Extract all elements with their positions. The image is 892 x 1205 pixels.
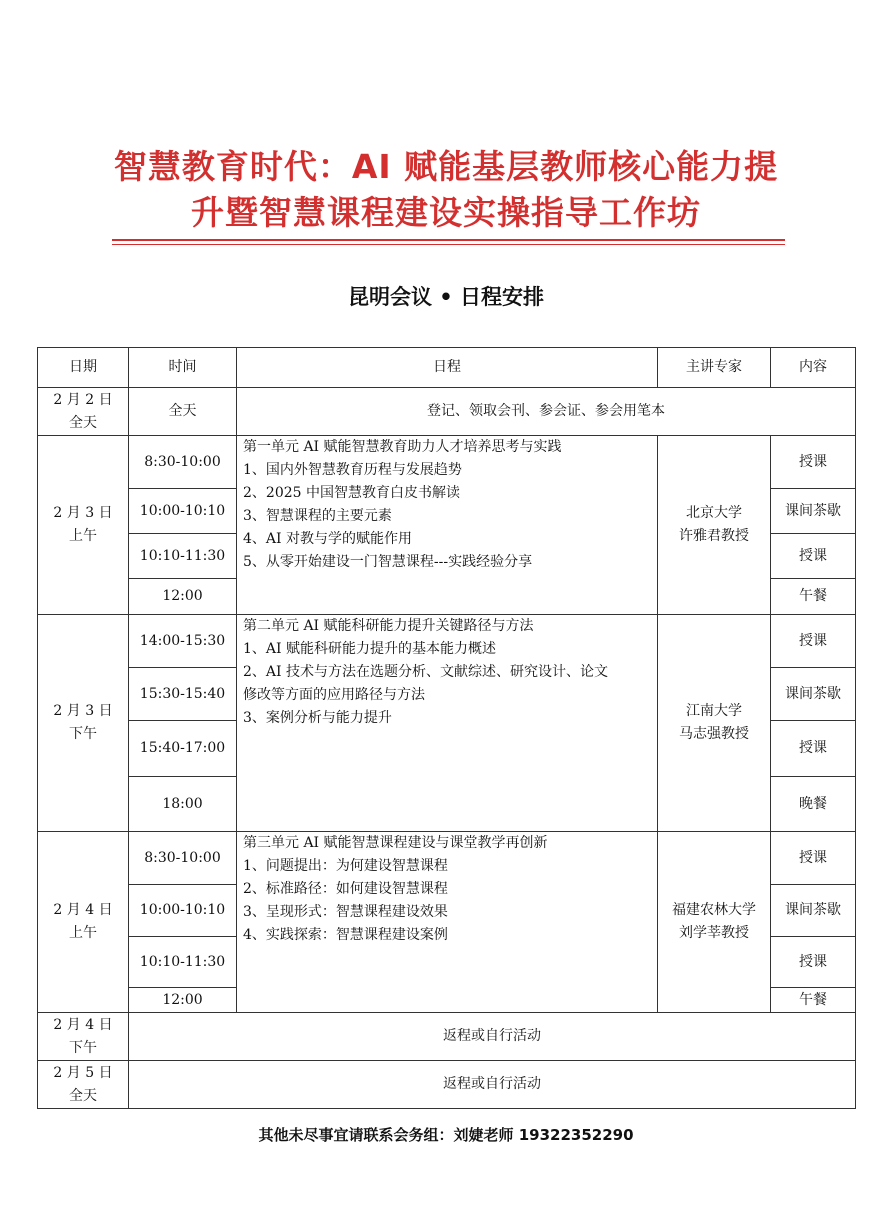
row4-topic-1: 1、问题提出：为何建设智慧课程 (243, 858, 448, 874)
subtitle: 昆明会议 • 日程安排 (347, 285, 545, 309)
row3-content-1: 授课 (770, 614, 856, 668)
row1-time: 全天 (128, 387, 237, 436)
row2-topic-2: 2、2025 中国智慧教育白皮书解读 (243, 485, 460, 501)
row4-time-3: 10:10-11:30 (128, 936, 237, 988)
row3-date (37, 614, 129, 832)
row4-date-period: 上午 (69, 925, 97, 941)
row4-topic-3: 3、呈现形式：智慧课程建设效果 (243, 904, 448, 920)
row5-date (37, 1012, 129, 1061)
row4-expert (657, 831, 771, 1013)
header-time: 时间 (128, 347, 237, 388)
row3-expert-name: 马志强教授 (679, 726, 749, 742)
row6-date-period: 全天 (69, 1087, 97, 1104)
contact-footer: 其他未尽事宜请联系会务组：刘婕老师 19322352290 (258, 1126, 634, 1144)
row4-topic-2: 2、标准路径：如何建设智慧课程 (243, 881, 448, 897)
row6-date-day: 2 月 5 日 (53, 1064, 113, 1081)
row2-expert-name: 许雅君教授 (679, 528, 749, 544)
row3-date-day: 2 月 3 日 (53, 703, 113, 719)
row4-content-2: 课间茶歇 (770, 884, 856, 937)
row4-unit-title: 第三单元 AI 赋能智慧课程建设与课堂教学再创新 (243, 835, 548, 851)
row3-expert (657, 614, 771, 832)
header-expert: 主讲专家 (657, 347, 771, 388)
title-line-2: 升暨智慧课程建设实操指导工作坊 (191, 193, 701, 232)
row4-time-1: 8:30-10:00 (128, 831, 237, 885)
row4-expert-affiliation: 福建农林大学 (672, 902, 756, 918)
row2-time-3: 10:10-11:30 (128, 533, 237, 579)
row4-schedule (236, 831, 658, 1013)
row2-topic-4: 4、AI 对教与学的赋能作用 (243, 531, 412, 547)
row4-topic-4: 4、实践探索：智慧课程建设案例 (243, 927, 448, 943)
row2-time-2: 10:00-10:10 (128, 488, 237, 534)
row2-date-day: 2 月 3 日 (53, 505, 113, 521)
row4-content-4: 午餐 (770, 987, 856, 1013)
row2-time-1: 8:30-10:00 (128, 435, 237, 489)
row2-schedule (236, 435, 658, 615)
row3-topic-3: 3、案例分析与能力提升 (243, 710, 392, 726)
row3-date-period: 下午 (69, 726, 97, 742)
header-date: 日期 (37, 347, 129, 388)
header-content: 内容 (770, 347, 856, 388)
row2-topic-3: 3、智慧课程的主要元素 (243, 508, 392, 524)
row2-date (37, 435, 129, 615)
row2-content-4: 午餐 (770, 578, 856, 615)
row2-topic-5: 5、从零开始建设一门智慧课程---实践经验分享 (243, 554, 533, 570)
row4-time-2: 10:00-10:10 (128, 884, 237, 937)
row3-content-2: 课间茶歇 (770, 667, 856, 721)
row3-topic-2-cont: 修改等方面的应用路径与方法 (243, 687, 425, 703)
row2-content-1: 授课 (770, 435, 856, 489)
row2-date-period: 上午 (69, 528, 97, 544)
row4-content-3: 授课 (770, 936, 856, 988)
title-underline-thin (112, 244, 785, 245)
row1-date-period: 全天 (69, 414, 97, 431)
row2-unit-title: 第一单元 AI 赋能智慧教育助力人才培养思考与实践 (243, 439, 562, 455)
row5-date-day: 2 月 4 日 (53, 1016, 113, 1033)
row1-date-day: 2 月 2 日 (53, 391, 113, 408)
row4-expert-name: 刘学莘教授 (679, 925, 749, 941)
row3-content-3: 授课 (770, 720, 856, 777)
document-title (100, 144, 792, 236)
row5-activity: 返程或自行活动 (128, 1012, 856, 1061)
row3-time-1: 14:00-15:30 (128, 614, 237, 668)
row3-expert-affiliation: 江南大学 (686, 703, 742, 719)
row2-content-2: 课间茶歇 (770, 488, 856, 534)
row1-schedule: 登记、领取会刊、参会证、参会用笔本 (236, 387, 856, 436)
row1-date (37, 387, 129, 436)
title-underline-thick (112, 239, 785, 241)
row3-content-4: 晚餐 (770, 776, 856, 832)
row6-activity: 返程或自行活动 (128, 1060, 856, 1109)
row4-time-4: 12:00 (128, 987, 237, 1013)
row4-date (37, 831, 129, 1013)
row3-unit-title: 第二单元 AI 赋能科研能力提升关键路径与方法 (243, 618, 534, 634)
row5-date-period: 下午 (69, 1039, 97, 1056)
row3-time-2: 15:30-15:40 (128, 667, 237, 721)
row4-content-1: 授课 (770, 831, 856, 885)
row2-expert-affiliation: 北京大学 (686, 505, 742, 521)
row2-topic-1: 1、国内外智慧教育历程与发展趋势 (243, 462, 462, 478)
row2-expert (657, 435, 771, 615)
row3-time-4: 18:00 (128, 776, 237, 832)
row3-topic-1: 1、AI 赋能科研能力提升的基本能力概述 (243, 641, 496, 657)
row3-schedule (236, 614, 658, 832)
row2-time-4: 12:00 (128, 578, 237, 615)
row3-topic-2: 2、AI 技术与方法在选题分析、文献综述、研究设计、论文 (243, 664, 608, 680)
row6-date (37, 1060, 129, 1109)
header-schedule: 日程 (236, 347, 658, 388)
row4-date-day: 2 月 4 日 (53, 902, 113, 918)
row2-content-3: 授课 (770, 533, 856, 579)
row3-time-3: 15:40-17:00 (128, 720, 237, 777)
title-line-1: 智慧教育时代：AI 赋能基层教师核心能力提 (113, 147, 779, 186)
